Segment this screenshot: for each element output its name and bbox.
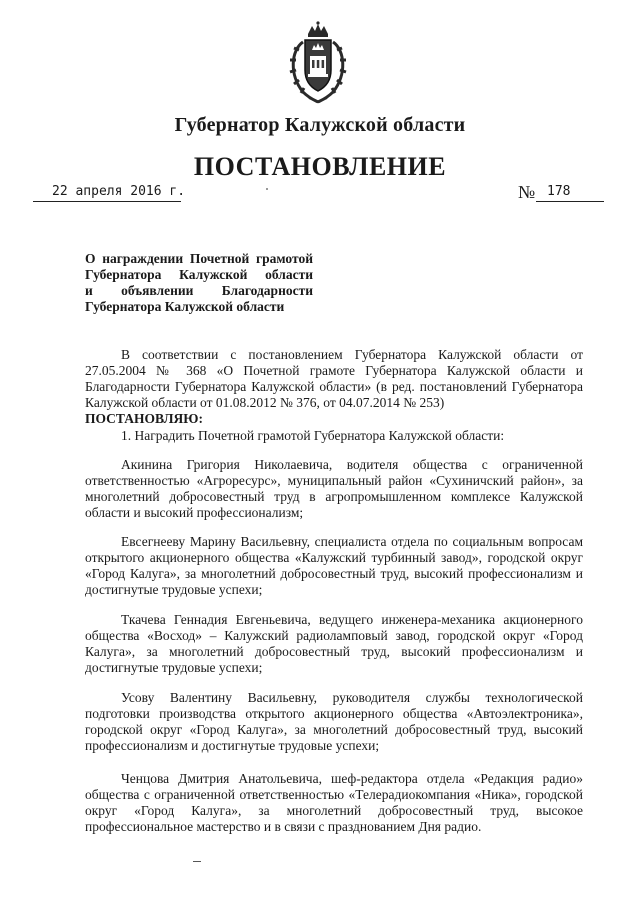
recipient-paragraph: Усову Валентину Васильевну, руководителя службы технологической подготовки производства открытого акционерного общества «Автоэлектроника», городской округ «Город Калуга», за многолетний добросовестный труд, высокий профессионализм и достигнутые трудовые успехи;	[85, 690, 583, 753]
document-subject	[85, 251, 313, 315]
preamble-paragraph: В соответствии с постановлением Губернатора Калужской области от 27.05.2004 № 368 «О Почетной грамоте Губернатора Калужской области и Благодарности Губернатора Калужской области» (в ред. постановлений Губернатора Калужской области от 01.08.2012 № 376, от 04.07.2014 № 253)	[85, 347, 583, 410]
award-item-heading: 1. Наградить Почетной грамотой Губернатора Калужской области:	[121, 428, 505, 443]
recipient-paragraph: Ченцова Дмитрия Анатольевича, шеф-редактора отдела «Редакция радио» общества с ограниченной ответственностью «Телерадиокомпания «Ника», городской округ «Город Калуга», за многолетний добросовестный труд, высокое профессиональное мастерство и в связи с празднованием Дня радио.	[85, 771, 583, 834]
scan-speck	[266, 188, 268, 190]
subject-line: О награждении Почетной грамотой	[85, 251, 313, 266]
subject-line: Губернатора Калужской области	[85, 267, 313, 282]
subject-line: Губернатора Калужской области	[85, 299, 285, 314]
decree-word: ПОСТАНОВЛЯЮ:	[85, 411, 203, 426]
issuer-title: Губернатор Калужской области	[174, 114, 466, 136]
number-underline	[536, 201, 604, 202]
document-number: 178	[547, 184, 571, 199]
date-underline	[33, 201, 181, 202]
number-sign: №	[518, 182, 536, 202]
document-type-heading: ПОСТАНОВЛЕНИЕ	[193, 152, 447, 181]
page-mark	[193, 861, 201, 862]
recipient-paragraph: Евсегнееву Марину Васильевну, специалиста отдела по социальным вопросам открытого акционерного общества «Калужский турбинный завод», городской округ «Город Калуга», за многолетний добросовестный труд, высокий профессионализм и достигнутые трудовые успехи;	[85, 534, 583, 597]
recipient-paragraph: Ткачева Геннадия Евгеньевича, ведущего инженера-механика акционерного общества «Восход» – Калужский радиоламповый завод, городской округ «Город Калуга», за многолетний добросовестный труд, высокий профессионализм и достигнутые трудовые успехи;	[85, 612, 583, 675]
coat-of-arms-emblem	[281, 20, 355, 104]
document-date: 22 апреля 2016 г.	[52, 184, 186, 199]
subject-line: и объявлении Благодарности	[85, 283, 313, 298]
recipient-paragraph: Акинина Григория Николаевича, водителя общества с ограниченной ответственностью «Агроресурс», муниципальный район «Сухиничский район», за многолетний добросовестный труд в агропромышленном комплексе Калужской области и высокий профессионализм;	[85, 457, 583, 520]
